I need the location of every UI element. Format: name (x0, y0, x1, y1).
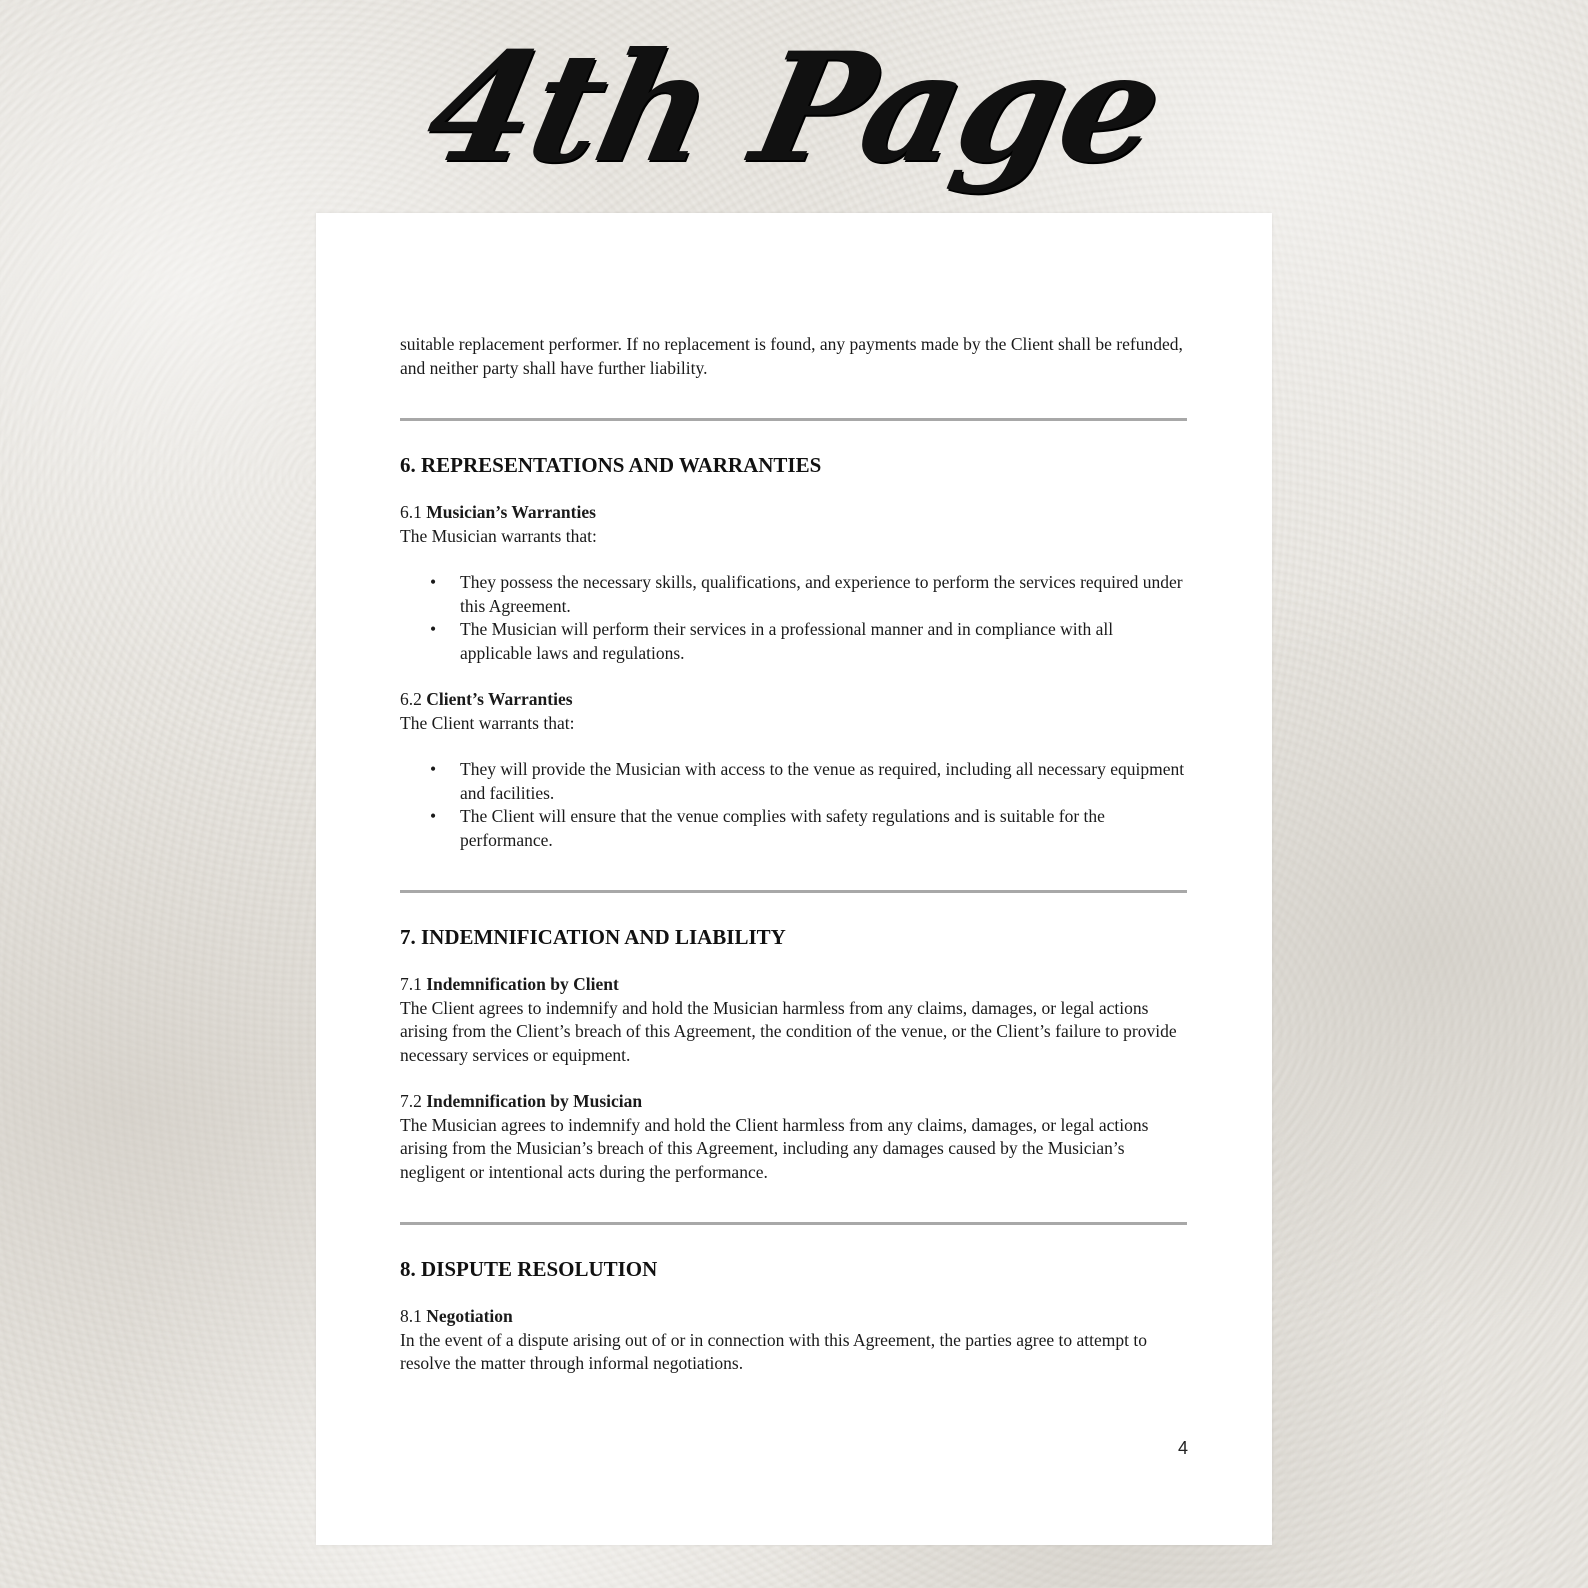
subsection-title: Indemnification by Client (426, 974, 619, 994)
subsection-number: 6.2 (400, 689, 422, 709)
subsection-title-line (400, 501, 1187, 525)
list-item-text: They possess the necessary skills, qualifications, and experience to perform the services required under this Agreement. (460, 572, 1183, 616)
subsection-lead: The Musician warrants that: (400, 525, 597, 546)
list-item (430, 805, 1187, 852)
subsection-title: Client’s Warranties (426, 689, 573, 709)
subsection-7-1 (400, 973, 1187, 1067)
subsection-body: The Musician agrees to indemnify and hold the Client harmless from any claims, damages, or legal actions arising from the Musician’s breach of this Agreement, including any damages caused by the Musician’s negligent or intentional acts during the performance. (400, 1114, 1149, 1182)
subsection-title: Musician’s Warranties (426, 502, 596, 522)
section-divider (400, 890, 1187, 893)
list-item (430, 571, 1187, 618)
subsection-body: In the event of a dispute arising out of or in connection with this Agreement, the parties agree to attempt to resolve the matter through informal negotiations. (400, 1329, 1147, 1373)
section-heading: 7. INDEMNIFICATION AND LIABILITY (400, 925, 786, 949)
subsection-lead: The Client warrants that: (400, 712, 575, 733)
list-item (430, 618, 1187, 665)
subsection-title-line (400, 973, 1187, 997)
spacer (400, 1067, 1187, 1090)
subsection-title: Negotiation (426, 1306, 513, 1326)
bullet-icon: • (430, 572, 437, 592)
page-number: 4 (1177, 1438, 1188, 1458)
subsection-number: 8.1 (400, 1306, 422, 1326)
subsection-number: 7.2 (400, 1091, 422, 1111)
subsection-8-1 (400, 1305, 1187, 1376)
section-divider (400, 1222, 1187, 1225)
subsection-6-2 (400, 688, 1187, 852)
list-item-text: The Musician will perform their services in a professional manner and in compliance with all applicable laws and regulations. (460, 619, 1114, 663)
list-item-text: The Client will ensure that the venue complies with safety regulations and is suitable for the performance. (460, 806, 1105, 850)
subsection-7-2 (400, 1090, 1187, 1184)
bullet-icon: • (430, 619, 437, 639)
section-8 (400, 1256, 1187, 1376)
section-divider (400, 418, 1187, 421)
subsection-body: The Client agrees to indemnify and hold the Musician harmless from any claims, damages, or legal actions arising from the Client’s breach of this Agreement, the condition of the venue, or the Client’s failure to provide necessary services or equipment. (400, 997, 1177, 1065)
section-heading: 6. REPRESENTATIONS AND WARRANTIES (400, 453, 822, 477)
subsection-title: Indemnification by Musician (426, 1091, 643, 1111)
page-heading: 4th Page (412, 20, 1176, 196)
section-6 (400, 452, 1187, 852)
subsection-number: 6.1 (400, 502, 422, 522)
bullet-list (400, 571, 1187, 665)
bullet-list (400, 758, 1187, 852)
subsection-title-line (400, 1305, 1187, 1329)
list-item-text: They will provide the Musician with access to the venue as required, including all necessary equipment and facilities. (460, 759, 1185, 803)
bullet-icon: • (430, 806, 437, 826)
list-item (430, 758, 1187, 805)
subsection-6-1 (400, 501, 1187, 665)
subsection-title-line (400, 1090, 1187, 1114)
bullet-icon: • (430, 759, 437, 779)
subsection-number: 7.1 (400, 974, 422, 994)
section-7 (400, 924, 1187, 1184)
document-page (316, 213, 1272, 1545)
intro-paragraph: suitable replacement performer. If no replacement is found, any payments made by the Client shall be refunded, and neither party shall have further liability. (400, 334, 1183, 378)
section-heading: 8. DISPUTE RESOLUTION (400, 1257, 658, 1281)
document-content (400, 333, 1187, 1376)
subsection-title-line (400, 688, 1187, 712)
